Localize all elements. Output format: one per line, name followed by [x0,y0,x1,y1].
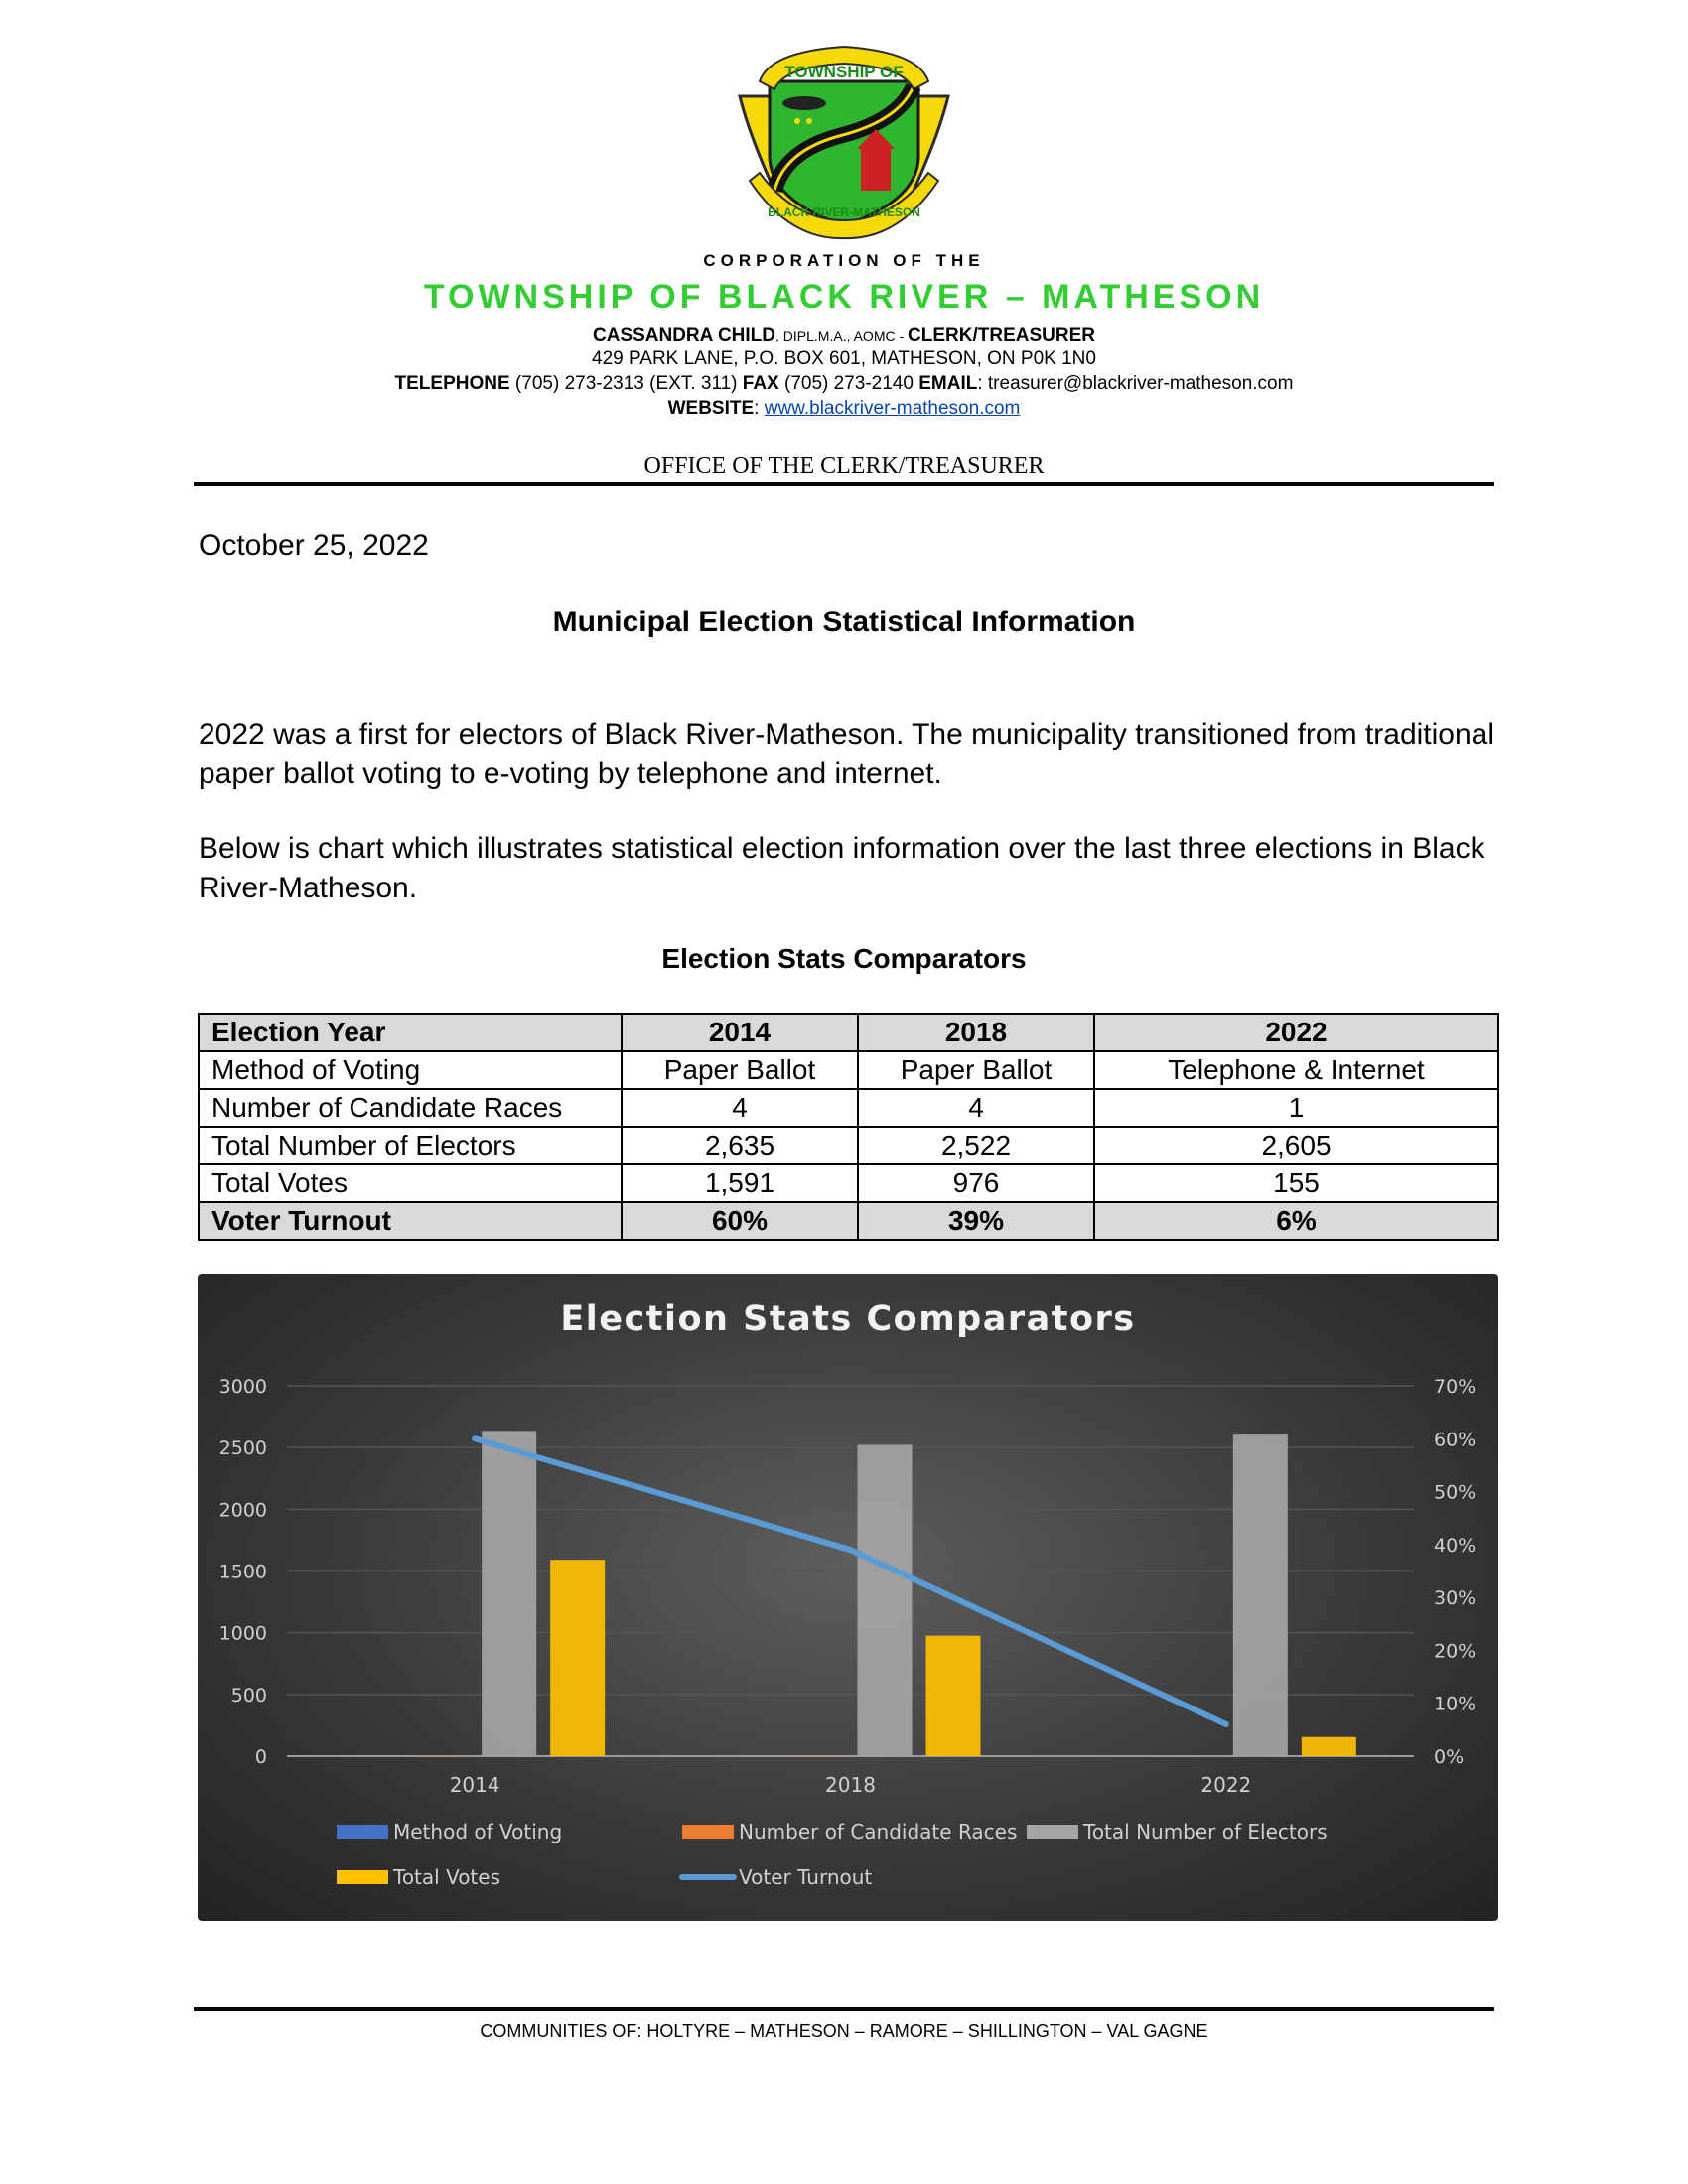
election-stats-chart [198,1274,1498,1921]
x-tick-label: 2018 [825,1773,876,1797]
y2-tick-label: 10% [1434,1693,1477,1715]
y2-tick-label: 20% [1434,1640,1477,1663]
logo-text-bottom: BLACK RIVER-MATHESON [768,205,920,219]
table-cell: 976 [858,1164,1094,1202]
table-cell: 4 [622,1089,858,1127]
clerk-title: CLERK/TREASURER [908,325,1095,345]
table-cell: 2,635 [622,1127,858,1164]
table-header-row [199,1014,1498,1051]
legend-label: Voter Turnout [739,1865,873,1889]
legend-label: Total Votes [393,1865,500,1889]
table-cell: 2,605 [1094,1127,1498,1164]
legend-label: Number of Candidate Races [739,1820,1018,1843]
table-cell: 6% [1094,1202,1498,1240]
bar-total-votes [1302,1737,1356,1756]
table-cell: 60% [622,1202,858,1240]
bar-total-votes [926,1636,981,1756]
legend-label: Method of Voting [393,1820,563,1843]
logo-text-top: TOWNSHIP OF [784,63,904,81]
table-cell: 155 [1094,1164,1498,1202]
communities-footer: COMMUNITIES OF: HOLTYRE – MATHESON – RAMORE – SHILLINGTON – VAL GAGNE [480,2021,1208,2041]
email-value: : treasurer@blackriver-matheson.com [977,373,1294,394]
table-row-label: Number of Candidate Races [199,1089,622,1127]
legend-swatch [337,1825,388,1839]
table-row [199,1089,1498,1127]
fax-value: (705) 273-2140 [778,373,919,394]
x-tick-label: 2014 [449,1773,500,1797]
phone-label: TELEPHONE [394,373,510,394]
y-tick-label: 2000 [218,1499,267,1522]
table-row [199,1127,1498,1164]
table-cell: 1 [1094,1089,1498,1127]
corporation-line: CORPORATION OF THE [703,251,985,270]
table-header-cell: Election Year [199,1014,622,1051]
intro-paragraph: 2022 was a first for electors of Black River-Matheson. The municipality transitioned from traditional paper ballot voting to e-voting by telephone and internet. [199,718,1495,790]
bar-total-number-of-electors [858,1444,913,1756]
bar-total-votes [550,1560,605,1756]
chart-intro-paragraph: Below is chart which illustrates statistical election information over the last three elections in Black River-Matheson. [199,832,1485,904]
phone-value: (705) 273-2313 (EXT. 311) [509,373,743,394]
chart-canvas [198,1274,1498,1921]
table-cell: Telephone & Internet [1094,1051,1498,1089]
clerk-credentials: , DIPL.M.A., AOMC - [775,328,909,343]
table-footer-row [199,1202,1498,1240]
website-line [0,398,1688,420]
table-cell: 4 [858,1089,1094,1127]
bar-total-number-of-electors [1233,1434,1288,1756]
y2-tick-label: 40% [1434,1534,1477,1557]
election-stats-table [198,1013,1499,1241]
contact-line [0,373,1688,395]
document-title: Municipal Election Statistical Information [552,606,1136,638]
table-cell: 1,591 [622,1164,858,1202]
y2-tick-label: 60% [1434,1429,1477,1451]
y-tick-label: 2500 [218,1437,267,1460]
table-row-label: Total Votes [199,1164,622,1202]
township-crest-logo [730,42,958,240]
table-cell: Paper Ballot [622,1051,858,1089]
legend-swatch [682,1825,734,1839]
legend-swatch [1027,1825,1078,1839]
table-row [199,1164,1498,1202]
website-label: WEBSITE [667,398,755,419]
table-cell: Paper Ballot [858,1051,1094,1089]
table-row-label: Method of Voting [199,1051,622,1089]
legend-label: Total Number of Electors [1083,1820,1328,1843]
header-divider [194,482,1494,486]
table-title: Election Stats Comparators [661,943,1027,974]
letter-date: October 25, 2022 [199,529,429,562]
website-link[interactable]: www.blackriver-matheson.com [764,398,1021,419]
township-name: TOWNSHIP OF BLACK RIVER – MATHESON [423,278,1265,316]
table-row-label: Voter Turnout [199,1202,622,1240]
mailing-address: 429 PARK LANE, P.O. BOX 601, MATHESON, ON P0K 1N0 [592,348,1096,369]
y-tick-label: 1000 [218,1622,267,1645]
table-cell: 39% [858,1202,1094,1240]
footer-divider [194,2007,1494,2011]
y2-tick-label: 0% [1434,1746,1465,1768]
y-tick-label: 0 [254,1746,267,1768]
x-tick-label: 2022 [1200,1773,1252,1797]
office-heading: OFFICE OF THE CLERK/TREASURER [643,453,1045,478]
y-tick-label: 500 [230,1684,267,1706]
table-header-cell: 2014 [622,1014,858,1051]
email-label: EMAIL [918,373,978,394]
y-tick-label: 3000 [218,1376,267,1398]
table-row [199,1051,1498,1089]
clerk-name: CASSANDRA CHILD [592,325,776,345]
legend-swatch [337,1870,388,1884]
website-separator: : [754,398,765,419]
y2-tick-label: 30% [1434,1587,1477,1610]
clerk-line [0,325,1688,346]
bar-total-number-of-electors [482,1431,536,1756]
table-header-cell: 2018 [858,1014,1094,1051]
table-cell: 2,522 [858,1127,1094,1164]
table-row-label: Total Number of Electors [199,1127,622,1164]
table-header-cell: 2022 [1094,1014,1498,1051]
fax-label: FAX [742,373,779,394]
y-tick-label: 1500 [218,1561,267,1583]
y2-tick-label: 70% [1434,1376,1477,1398]
chart-title: Election Stats Comparators [560,1299,1136,1339]
y2-tick-label: 50% [1434,1481,1477,1504]
